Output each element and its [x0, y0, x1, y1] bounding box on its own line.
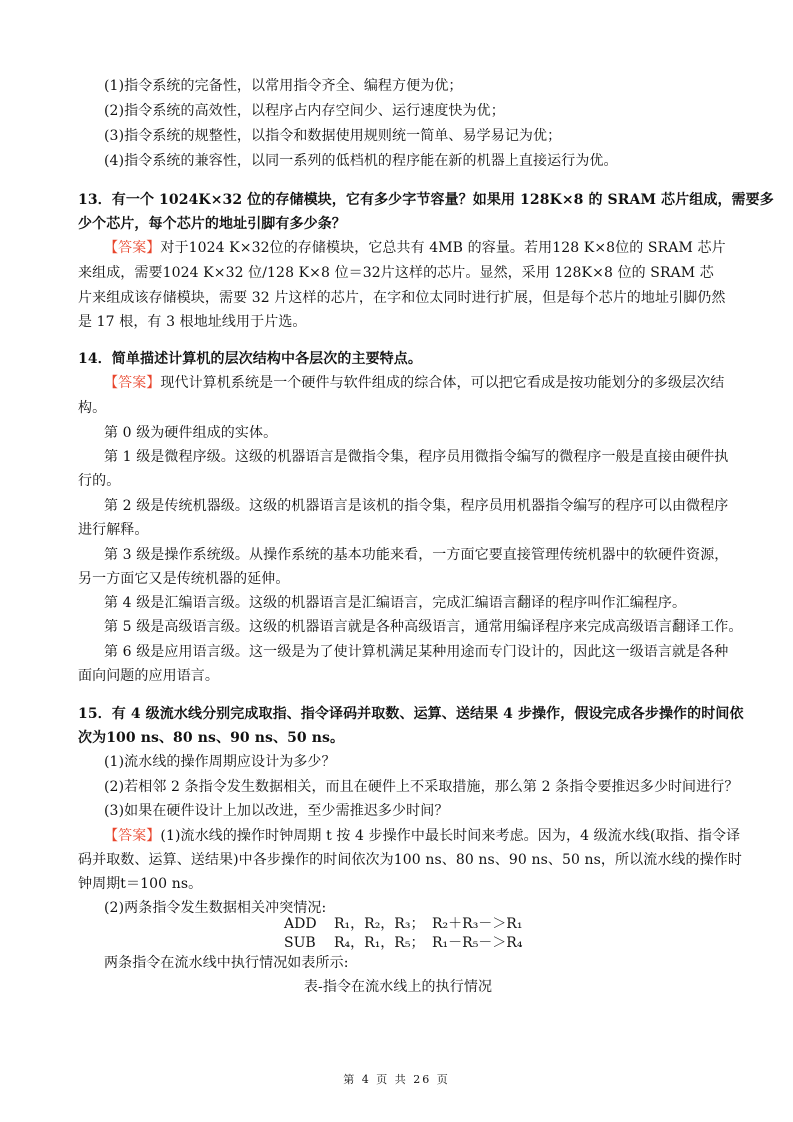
q13-question-line-2: 少个芯片，每个芯片的地址引脚有多少条？	[78, 216, 346, 232]
intro-item-2: (2)指令系统的高效性，以程序占内存空间少、运行速度快为优；	[104, 103, 505, 119]
instr-add	[284, 914, 522, 934]
table-caption: 表-指令在流水线上的执行情况	[303, 979, 493, 995]
q13-question-line-1: 13．有一个 1024K×32 位的存储模块，它有多少字节容量？如果用 128K×8 的 SRAM 芯片组成，需要多	[78, 192, 774, 208]
q15-sub-2: (2)若相邻 2 条指令发生数据相关，而且在硬件上不采取措施，那么第 2 条指令要推迟多少时间进行？	[104, 779, 739, 795]
q14-answer-line-1: 【答案】现代计算机系统是一个硬件与软件组成的综合体，可以把它看成是按功能划分的多级层次结	[104, 375, 725, 391]
page-footer: 第 4 页 共 26 页	[343, 1073, 450, 1086]
q14-question: 14．简单描述计算机的层次结构中各层次的主要特点。	[78, 351, 422, 367]
q14-level-4: 第 4 级是汇编语言级。这级的机器语言是汇编语言，完成汇编语言翻译的程序叫作汇编程序。	[104, 595, 687, 611]
answer-tag: 【答案】	[104, 828, 161, 844]
q15-question-line-2: 次为100 ns、80 ns、90 ns、50 ns。	[78, 730, 345, 746]
instr-expr: R₂＋R₃－＞R₁	[432, 916, 523, 932]
q14-level-2-cont: 进行解释。	[78, 522, 149, 538]
instr-op: ADD	[284, 916, 317, 932]
intro-item-4: (4)指令系统的兼容性，以同一系列的低档机的程序能在新的机器上直接运行为优。	[104, 153, 618, 169]
q15-part2: (2)两条指令发生数据相关冲突情况:	[104, 900, 327, 916]
instr-regs: R₁，R₂，R₃；	[334, 916, 425, 932]
q14-level-1-cont: 行的。	[78, 473, 121, 489]
q15-sub-1: (1)流水线的操作周期应设计为多少？	[104, 754, 336, 770]
q15-answer-line-1: 【答案】(1)流水线的操作时钟周期 t 按 4 步操作中最长时间来考虑。因为，4 级流水线(取指、指令译	[104, 828, 741, 844]
q15-answer-line-3: 钟周期t＝100 ns。	[78, 876, 203, 892]
q14-level-6-cont: 面向问题的应用语言。	[78, 668, 219, 684]
instr-regs: R₄，R₁，R₅；	[334, 935, 425, 951]
q14-level-3-cont: 另一方面它又是传统机器的延伸。	[78, 571, 290, 587]
q15-sub-3: (3)如果在硬件设计上加以改进，至少需推迟多少时间？	[104, 803, 449, 819]
q13-answer-line-4: 是 17 根，有 3 根地址线用于片选。	[78, 314, 307, 330]
q14-level-1: 第 1 级是微程序级。这级的机器语言是微指令集，程序员用微指令编写的微程序一般是直接由硬件执	[104, 449, 729, 465]
q14-level-2: 第 2 级是传统机器级。这级的机器语言是该机的指令集，程序员用机器指令编写的程序可以由微程序	[104, 498, 729, 514]
q14-level-3: 第 3 级是操作系统级。从操作系统的基本功能来看，一方面它要直接管理传统机器中的软硬件资源，	[104, 547, 729, 563]
q14-answer-line-2: 构。	[78, 400, 107, 416]
q14-level-6: 第 6 级是应用语言级。这一级是为了使计算机满足某种用途而专门设计的，因此这一级语言就是各种	[104, 644, 729, 660]
answer-tag: 【答案】	[104, 375, 161, 391]
q15-question-line-1: 15．有 4 级流水线分别完成取指、指令译码并取数、运算、送结果 4 步操作，假设完成各步操作的时间依	[78, 706, 744, 722]
intro-item-1: (1)指令系统的完备性，以常用指令齐全、编程方便为优；	[104, 78, 463, 94]
q13-answer-line-2: 来组成，需要1024 K×32 位/128 K×8 位＝32片这样的芯片。显然，采用 128K×8 位的 SRAM 芯	[78, 265, 714, 281]
q15-answer-line-2: 码并取数、运算、送结果)中各步操作的时间依次为100 ns、80 ns、90 ns、50 ns，所以流水线的操作时	[78, 852, 742, 868]
q14-level-5: 第 5 级是高级语言级。这级的机器语言就是各种高级语言，通常用编译程序来完成高级语言翻译工作。	[104, 619, 743, 635]
q13-answer-line-3: 片来组成该存储模块，需要 32 片这样的芯片，在字和位太同时进行扩展，但是每个芯片的地址引脚仍然	[78, 290, 726, 306]
instr-op: SUB	[284, 935, 316, 951]
instr-expr: R₁－R₅－＞R₄	[432, 935, 523, 951]
q13-answer-line-1: 【答案】对于1024 K×32位的存储模块，它总共有 4MB 的容量。若用128 K×8位的 SRAM 芯片	[104, 240, 726, 256]
instr-sub	[284, 933, 522, 953]
intro-item-3: (3)指令系统的规整性，以指令和数据使用规则统一简单、易学易记为优；	[104, 128, 562, 144]
table-intro: 两条指令在流水线中执行情况如表所示:	[104, 955, 349, 971]
answer-tag: 【答案】	[104, 240, 161, 256]
q14-level-0: 第 0 级为硬件组成的实体。	[104, 425, 278, 441]
